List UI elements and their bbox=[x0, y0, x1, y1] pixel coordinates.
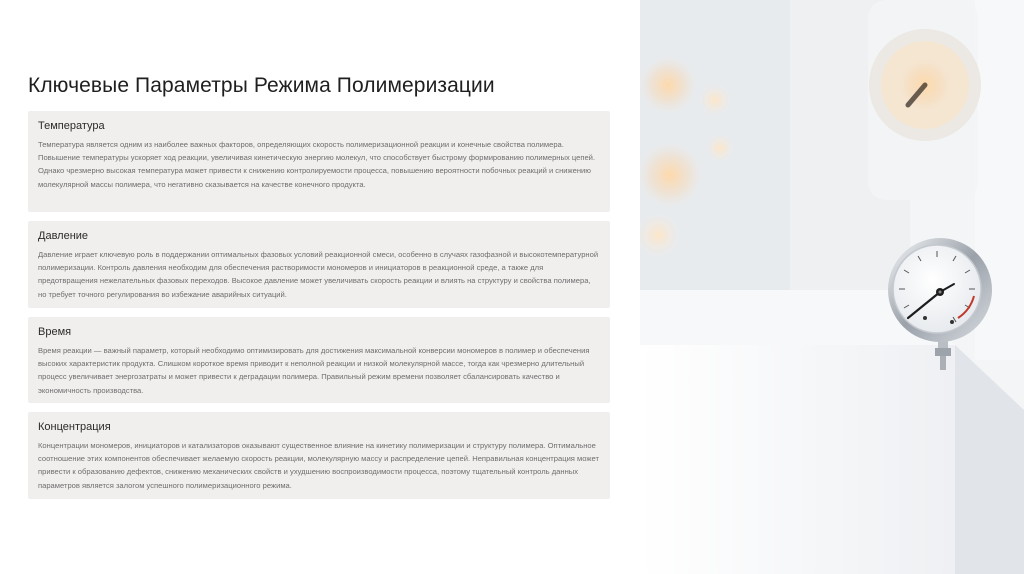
card-description: Время реакции — важный параметр, который необходимо оптимизировать для достижения максимальной конверсии мономеров в полимер и обеспечения высоких характеристик продукта. Слишком короткое время приводит к неполной реакции и низкой молекулярной массе, тогда как чрезмерно длительный процесс увеличивает энергозатраты и может привести к деградации полимера. Правильный режим времени позволяет сбалансировать качество и экономичность производства. bbox=[38, 346, 590, 395]
card-heading: Время bbox=[38, 326, 72, 338]
card-heading: Давление bbox=[38, 230, 89, 242]
slide-title: Ключевые Параметры Режима Полимеризации bbox=[28, 74, 495, 97]
parameter-card-concentration bbox=[28, 412, 610, 499]
parameter-card-time bbox=[28, 317, 610, 403]
parameter-card-temperature bbox=[28, 111, 610, 212]
card-description: Температура является одним из наиболее важных факторов, определяющих скорость полимеризационной реакции и конечные свойства полимера. Повышение температуры ускоряет ход реакции, увеличивая кинетическую энергию молекул, что способствует быстрому формированию полимерных цепей. Однако чрезмерно высокая температура может привести к снижению контролируемости процесса, повышению вероятности побочных реакций и снижению молекулярной массы полимера, что негативно сказывается на качестве конечного продукта. bbox=[38, 140, 596, 189]
card-description: Концентрации мономеров, инициаторов и катализаторов оказывают существенное влияние на кинетику полимеризации и структуру полимера. Оптимальное соотношение этих компонентов обеспечивает желаемую скорость реакции, молекулярную массу и распределение цепей. Неправильная концентрация может привести к образованию дефектов, снижению механических свойств и ухудшению воспроизводимости процесса, поэтому тщательный контроль данных параметров является залогом успешного полимеризационного режима. bbox=[38, 441, 599, 490]
card-description: Давление играет ключевую роль в поддержании оптимальных фазовых условий реакционной смеси, особенно в случаях газофазной и высокотемпературной полимеризации. Контроль давления необходим для обеспечения растворимости мономеров и инициаторов в реакционной среде, а также для предотвращения нежелательных фазовых переходов. Высокое давление может увеличивать скорость реакции и влиять на структуру и свойства полимера, но требует точного регулирования во избежание аварийных ситуаций. bbox=[38, 250, 599, 299]
parameter-card-pressure bbox=[28, 221, 610, 308]
card-heading: Концентрация bbox=[38, 421, 111, 433]
card-heading: Температура bbox=[38, 120, 105, 132]
pressure-gauge-photo bbox=[640, 0, 1024, 574]
